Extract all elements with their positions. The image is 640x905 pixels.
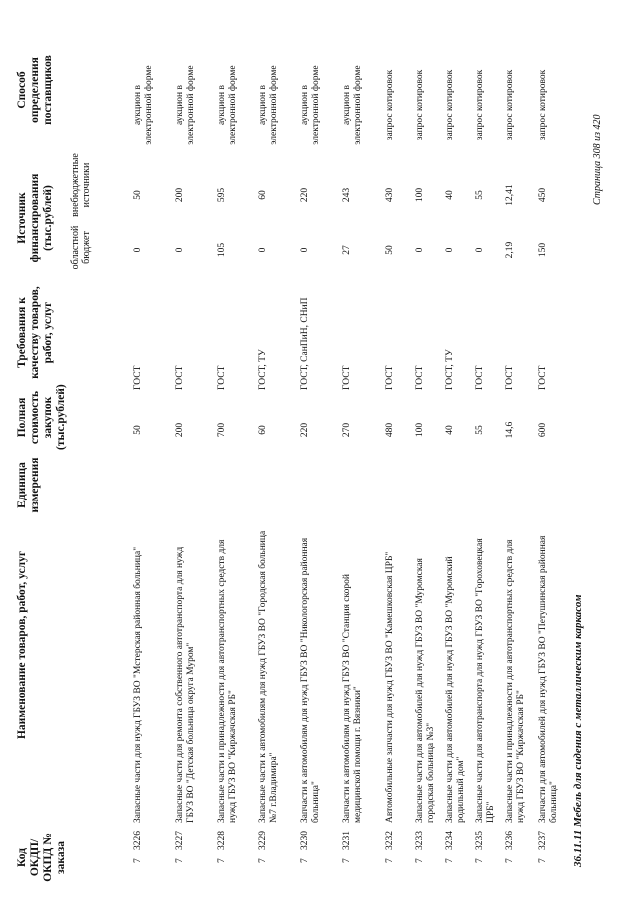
cell-code: 7 [342,858,352,863]
cell-method: аукцион в электронной форме [175,65,196,145]
cell-code: 7 [217,858,227,863]
cell-order: 3233 [415,831,425,850]
cell-code: 7 [505,858,515,863]
cell-cost: 600 [538,422,548,438]
cell-cost: 40 [445,425,455,435]
cell-code: 7 [385,858,395,863]
header-name: Наименование товаров, работ, услуг [16,550,28,740]
cell-name: Запасные части для автомобилей для нужд ГБУЗ ВО "Муромская городская больница №3" [415,558,436,823]
cell-method: аукцион в электронной форме [217,65,238,145]
cell-requirements: ГОСТ [175,365,185,390]
cell-method: запрос котировок [475,69,485,141]
cell-code: 7 [175,858,185,863]
cell-requirements: ГОСТ, ТУ [445,349,455,390]
cell-cost: 50 [133,425,143,435]
cell-code: 7 [475,858,485,863]
cell-method: аукцион в электронной форме [342,65,363,145]
cell-order: 3229 [258,831,268,850]
cell-extrabudget: 450 [538,187,548,203]
cell-extrabudget: 100 [415,187,425,203]
cell-requirements: ГОСТ [505,365,515,390]
cell-name: Запасные части для автомобилей для нужд ГБУЗ ВО "Муромский родильный дом" [445,556,466,823]
cell-name: Запасные части к автомобилям для нужд ГБУЗ ВО "Городская больница №7 г.Владимира" [258,530,279,823]
cell-method: запрос котировок [385,69,395,141]
header-code: Код ОКДП/ ОКПД № заказа [16,833,67,882]
header-fin-regional: областной бюджет [70,225,92,270]
header-financing: Источник финансирования (тыс.рублей) [16,173,54,263]
cell-code: 7 [300,858,310,863]
cell-name: Запасные части для ремонта собственного автотранспорта для нужд ГБУЗ ВО "Детская больница округа Муром" [175,546,196,823]
cell-order: 3237 [538,831,548,850]
cell-cost: 270 [342,422,352,438]
cell-requirements: ГОСТ [385,365,395,390]
cell-requirements: ГОСТ [217,365,227,390]
cell-regional: 150 [538,242,548,258]
cell-name: Запчасти к автомобилям для нужд ГБУЗ ВО "Станция скорой медицинской помощи г. Вязники" [342,574,363,823]
cell-regional: 105 [217,242,227,258]
header-cost: Полная стоимость закупок (тыс.рублей) [16,384,67,450]
cell-order: 3235 [475,831,485,850]
cell-code: 7 [445,858,455,863]
cell-regional: 27 [342,245,352,255]
cell-extrabudget: 243 [342,187,352,203]
cell-cost: 14,6 [505,421,515,439]
cell-extrabudget: 200 [175,187,185,203]
cell-code: 7 [258,858,268,863]
cell-extrabudget: 595 [217,187,227,203]
cell-extrabudget: 50 [133,190,143,200]
cell-order: 3234 [445,831,455,850]
cell-name: Запчасти для автомобилей для нужд ГБУЗ ВО "Петушинская районная больница" [538,535,559,823]
cell-cost: 55 [475,425,485,435]
cell-name: Запасные части и принадлежности для автотранспортных средств для нужд ГБУЗ ВО "Киржачская РБ" [217,539,238,823]
cell-requirements: ГОСТ [342,365,352,390]
cell-requirements: ГОСТ [538,365,548,390]
cell-regional: 0 [133,247,143,253]
cell-requirements: ГОСТ, ТУ [258,349,268,390]
page-number: Страница 308 из 420 [592,114,603,205]
cell-extrabudget: 60 [258,190,268,200]
cell-code: 7 [538,858,548,863]
cell-regional: 2,19 [505,241,515,259]
cell-order: 3228 [217,831,227,850]
cell-regional: 0 [475,247,485,253]
cell-name: Автомобильные запчасти для нужд ГБУЗ ВО "Камешковская ЦРБ" [385,551,395,823]
cell-requirements: ГОСТ [415,365,425,390]
cell-extrabudget: 12,41 [505,184,515,206]
cell-regional: 0 [415,247,425,253]
cell-extrabudget: 220 [300,187,310,203]
cell-method: аукцион в электронной форме [300,65,321,145]
cell-code: 7 [415,858,425,863]
cell-cost: 480 [385,422,395,438]
cell-method: запрос котировок [505,69,515,141]
cell-method: аукцион в электронной форме [258,65,279,145]
cell-regional: 0 [175,247,185,253]
cell-requirements: ГОСТ, СанПиН, СНиП [300,297,310,390]
section-title: 36.11.11 Мебель для сидения с металлическим каркасом [572,594,584,867]
cell-regional: 0 [258,247,268,253]
header-requirements: Требования к качеству товаров, работ, услуг [16,286,54,379]
cell-cost: 60 [258,425,268,435]
cell-order: 3226 [133,831,143,850]
cell-method: запрос котировок [538,69,548,141]
header-unit: Единица измерения [16,457,41,513]
cell-method: запрос котировок [415,69,425,141]
cell-requirements: ГОСТ [133,365,143,390]
cell-order: 3230 [300,831,310,850]
cell-requirements: ГОСТ [475,365,485,390]
cell-cost: 700 [217,422,227,438]
cell-cost: 100 [415,422,425,438]
cell-regional: 0 [445,247,455,253]
cell-cost: 200 [175,422,185,438]
cell-method: запрос котировок [445,69,455,141]
header-fin-extrabudget: внебюджетные источники [70,153,92,217]
cell-regional: 50 [385,245,395,255]
cell-cost: 220 [300,422,310,438]
header-method: Способ определения поставщиков [16,55,54,125]
cell-name: Запасные части для автотранспорта для нужд ГБУЗ ВО "Гороховецкая ЦРБ" [475,538,496,823]
cell-order: 3232 [385,831,395,850]
cell-order: 3231 [342,831,352,850]
cell-code: 7 [133,858,143,863]
cell-extrabudget: 55 [475,190,485,200]
cell-extrabudget: 430 [385,187,395,203]
cell-order: 3227 [175,831,185,850]
cell-name: Запасные части для нужд ГБУЗ ВО "Мстерская районная больница" [133,546,143,823]
cell-name: Запасные части и принадлежности для автотранспортных средств для нужд ГБУЗ ВО "Киржачская РБ" [505,539,526,823]
cell-name: Запчасти к автомобилям для нужд ГБУЗ ВО "Никологорская районная больница" [300,537,321,823]
cell-regional: 0 [300,247,310,253]
cell-extrabudget: 40 [445,190,455,200]
cell-method: аукцион в электронной форме [133,65,154,145]
cell-order: 3236 [505,831,515,850]
